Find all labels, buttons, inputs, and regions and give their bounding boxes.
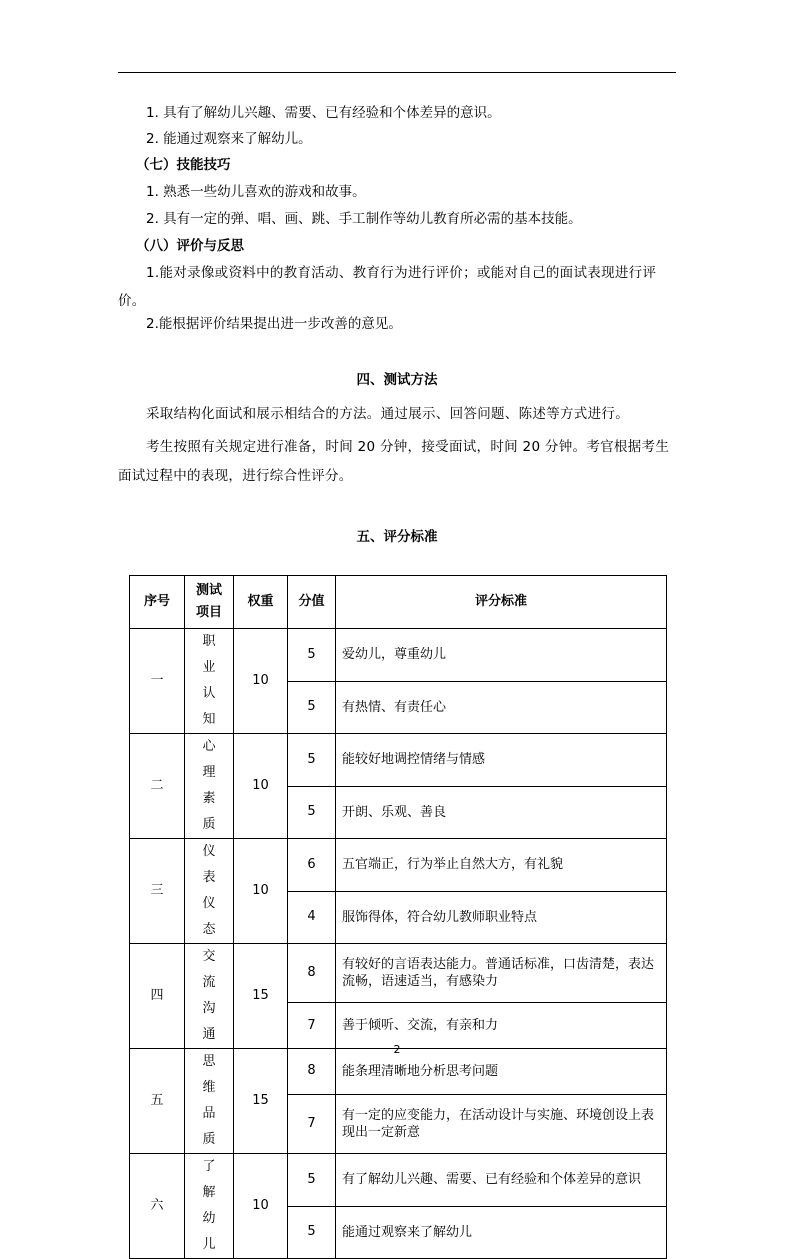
table-row <box>130 944 667 1003</box>
row-number: 五 <box>130 1049 185 1154</box>
criteria: 能较好地调控情绪与情感 <box>336 734 667 787</box>
weight: 15 <box>234 1049 288 1154</box>
test-item: 了解幼儿 <box>185 1154 234 1259</box>
score: 5 <box>288 681 336 734</box>
header-rule <box>118 72 676 73</box>
header-cell: 测试项目 <box>185 576 234 629</box>
paragraph: 考生按照有关规定进行准备，时间 20 分钟，接受面试，时间 20 分钟。考官根据考生面试过程中的表现，进行综合性评分。 <box>118 439 670 484</box>
header-cell: 分值 <box>288 576 336 629</box>
table-header-row <box>130 576 667 629</box>
section-heading: （八）评价与反思 <box>136 238 244 254</box>
row-number: 一 <box>130 629 185 734</box>
score: 8 <box>288 944 336 1003</box>
score: 5 <box>288 786 336 839</box>
weight: 10 <box>234 1154 288 1259</box>
paragraph: 1.能对录像或资料中的教育活动、教育行为进行评价；或能对自己的面试表现进行评价。 <box>118 265 657 309</box>
criteria: 爱幼儿，尊重幼儿 <box>336 629 667 682</box>
list-item: 2. 具有一定的弹、唱、画、跳、手工制作等幼儿教育所必需的基本技能。 <box>146 211 582 227</box>
list-item: 1. 熟悉一些幼儿喜欢的游戏和故事。 <box>146 184 366 200</box>
row-number: 六 <box>130 1154 185 1259</box>
criteria: 有了解幼儿兴趣、需要、已有经验和个体差异的意识 <box>336 1154 667 1207</box>
section-title: 四、测试方法 <box>356 372 438 388</box>
criteria: 服饰得体，符合幼儿教师职业特点 <box>336 891 667 944</box>
criteria: 有较好的言语表达能力。普通话标准，口齿清楚，表达流畅，语速适当，有感染力 <box>336 944 667 1003</box>
weight: 10 <box>234 839 288 944</box>
score: 5 <box>288 734 336 787</box>
scoring-table <box>129 575 667 1259</box>
table-row <box>130 839 667 892</box>
score: 7 <box>288 1003 336 1049</box>
row-number: 二 <box>130 734 185 839</box>
row-number: 三 <box>130 839 185 944</box>
header-cell: 序号 <box>130 576 185 629</box>
list-item: 2. 能通过观察来了解幼儿。 <box>146 131 312 147</box>
score: 5 <box>288 1206 336 1259</box>
row-number: 四 <box>130 944 185 1049</box>
test-item: 思维品质 <box>185 1049 234 1154</box>
page-number: 2 <box>393 1043 401 1056</box>
criteria: 能通过观察来了解幼儿 <box>336 1206 667 1259</box>
criteria: 善于倾听、交流，有亲和力 <box>336 1003 667 1049</box>
criteria: 有热情、有责任心 <box>336 681 667 734</box>
score: 5 <box>288 629 336 682</box>
criteria: 五官端正，行为举止自然大方，有礼貌 <box>336 839 667 892</box>
table-row <box>130 629 667 682</box>
test-item: 交流沟通 <box>185 944 234 1049</box>
test-item: 心理素质 <box>185 734 234 839</box>
score: 5 <box>288 1154 336 1207</box>
header-cell: 评分标准 <box>336 576 667 629</box>
section-heading: （七）技能技巧 <box>136 157 231 173</box>
weight: 10 <box>234 629 288 734</box>
criteria: 有一定的应变能力，在活动设计与实施、环境创设上表现出一定新意 <box>336 1094 667 1153</box>
weight: 10 <box>234 734 288 839</box>
list-item: 1. 具有了解幼儿兴趣、需要、已有经验和个体差异的意识。 <box>146 105 501 121</box>
test-item: 职业认知 <box>185 629 234 734</box>
criteria: 开朗、乐观、善良 <box>336 786 667 839</box>
score: 8 <box>288 1049 336 1095</box>
table-row <box>130 1154 667 1207</box>
score: 7 <box>288 1094 336 1153</box>
table-row <box>130 734 667 787</box>
paragraph: 采取结构化面试和展示相结合的方法。通过展示、回答问题、陈述等方式进行。 <box>146 406 629 422</box>
criteria: 能条理清晰地分析思考问题 <box>336 1049 667 1095</box>
section-title: 五、评分标准 <box>356 529 438 545</box>
test-item: 仪表仪态 <box>185 839 234 944</box>
header-cell: 权重 <box>234 576 288 629</box>
weight: 15 <box>234 944 288 1049</box>
score: 4 <box>288 891 336 944</box>
list-item: 2.能根据评价结果提出进一步改善的意见。 <box>146 316 402 332</box>
score: 6 <box>288 839 336 892</box>
